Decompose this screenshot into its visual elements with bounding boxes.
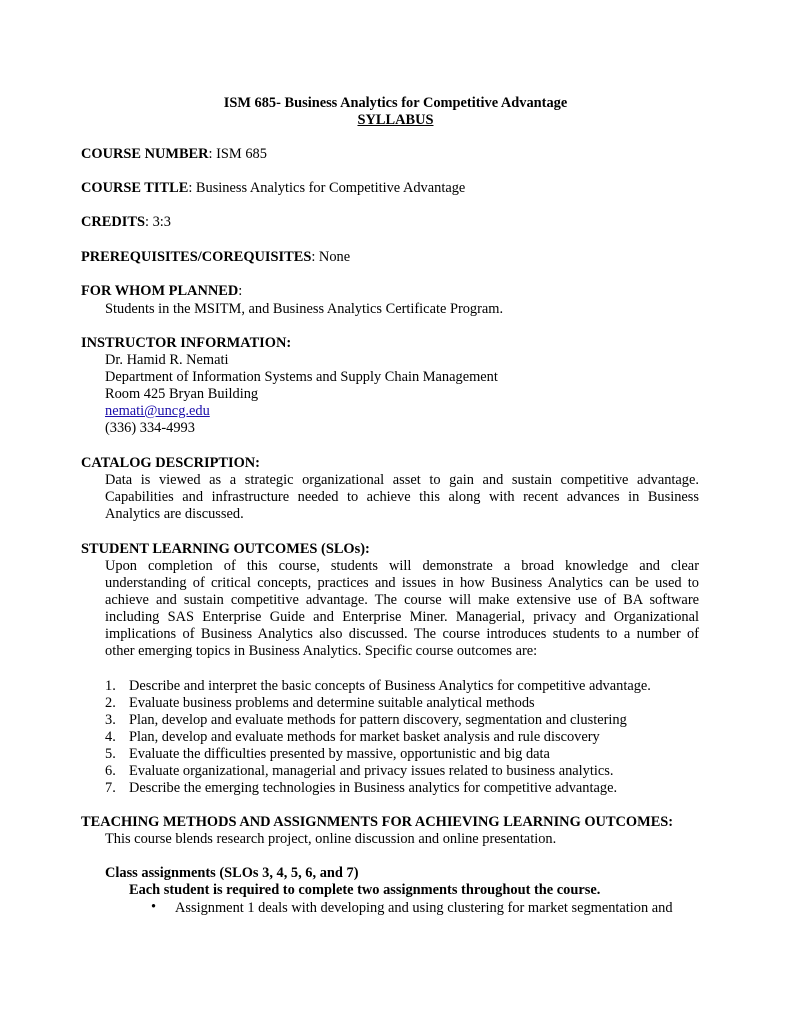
for-whom-label: FOR WHOM PLANNED [81,283,239,299]
course-number-label: COURSE NUMBER [81,146,209,162]
catalog-heading: CATALOG DESCRIPTION: [81,455,260,471]
teaching-text: This course blends research project, online discussion and online presentation. [105,831,557,847]
list-item-text: Evaluate organizational, managerial and privacy issues related to business analytics. [129,763,614,779]
list-item-number: 3. [105,712,116,728]
document-subtitle: SYLLABUS [357,112,434,128]
catalog-line: Capabilities and infrastructure needed to achieve this along with recent advances in Business [105,489,699,505]
instructor-email-link[interactable]: nemati@uncg.edu [105,403,210,419]
list-item-number: 2. [105,695,116,711]
course-title-value: : Business Analytics for Competitive Advantage [188,180,466,196]
prereqs-label: PREREQUISITES/COREQUISITES [81,249,312,265]
class-assignments-heading: Class assignments (SLOs 3, 4, 5, 6, and 7) [105,865,359,881]
prereqs-value: : None [311,249,351,265]
catalog-line: Analytics are discussed. [105,506,244,522]
instructor-room: Room 425 Bryan Building [105,386,259,402]
slos-heading: STUDENT LEARNING OUTCOMES (SLOs): [81,541,370,557]
list-item-text: Assignment 1 deals with developing and using clustering for market segmentation and [175,900,673,916]
list-item-text: Describe and interpret the basic concepts of Business Analytics for competitive advantage. [129,678,651,694]
slos-line: other emerging topics in Business Analytics. Specific course outcomes are: [105,643,538,659]
catalog-description [105,472,699,523]
slos-line: Upon completion of this course, students will demonstrate a broad knowledge and clear [105,558,699,574]
list-item-number: 7. [105,780,116,796]
for-whom-colon: : [238,283,243,299]
course-number-line [81,146,267,163]
credits-line [81,214,171,231]
instructor-heading: INSTRUCTOR INFORMATION: [81,335,292,351]
slos-line: achieve and sustain competitive advantage. The course will make extensive use of BA software [105,592,699,608]
list-item-text: Plan, develop and evaluate methods for pattern discovery, segmentation and clustering [129,712,627,728]
list-item-number: 1. [105,678,116,694]
list-item-text: Evaluate the difficulties presented by massive, opportunistic and big data [129,746,550,762]
prereqs-line [81,249,350,266]
catalog-line: Data is viewed as a strategic organizational asset to gain and sustain competitive advantage. [105,472,699,488]
for-whom-text: Students in the MSITM, and Business Analytics Certificate Program. [105,301,504,317]
credits-label: CREDITS [81,214,145,230]
document-title: ISM 685- Business Analytics for Competitive Advantage [223,95,568,111]
slos-description [105,558,699,660]
credits-value: : 3:3 [144,214,171,230]
list-item-text: Plan, develop and evaluate methods for market basket analysis and rule discovery [129,729,600,745]
list-item-number: 5. [105,746,116,762]
instructor-department: Department of Information Systems and Supply Chain Management [105,369,498,385]
list-item-number: 4. [105,729,116,745]
list-item-text: Describe the emerging technologies in Business analytics for competitive advantage. [129,780,618,796]
course-title-line [81,180,465,197]
list-item-text: Evaluate business problems and determine suitable analytical methods [129,695,535,711]
list-item-number: 6. [105,763,116,779]
teaching-heading: TEACHING METHODS AND ASSIGNMENTS FOR ACHIEVING LEARNING OUTCOMES: [81,814,674,830]
slos-line: understanding of critical concepts, practices and issues in how Business Analytics can be used to [105,575,699,591]
instructor-name: Dr. Hamid R. Nemati [105,352,229,368]
course-title-label: COURSE TITLE [81,180,189,196]
bullet-icon: • [151,899,157,915]
slos-line: implications of Business Analytics also discussed. The course introduces students to a number of [105,626,699,642]
assignment-requirement: Each student is required to complete two assignments throughout the course. [129,882,601,898]
course-number-value: : ISM 685 [208,146,267,162]
instructor-phone: (336) 334-4993 [105,420,195,436]
for-whom-heading [81,283,242,300]
slos-line: including SAS Enterprise Guide and Enterprise Miner. Managerial, privacy and Organizational [105,609,699,625]
